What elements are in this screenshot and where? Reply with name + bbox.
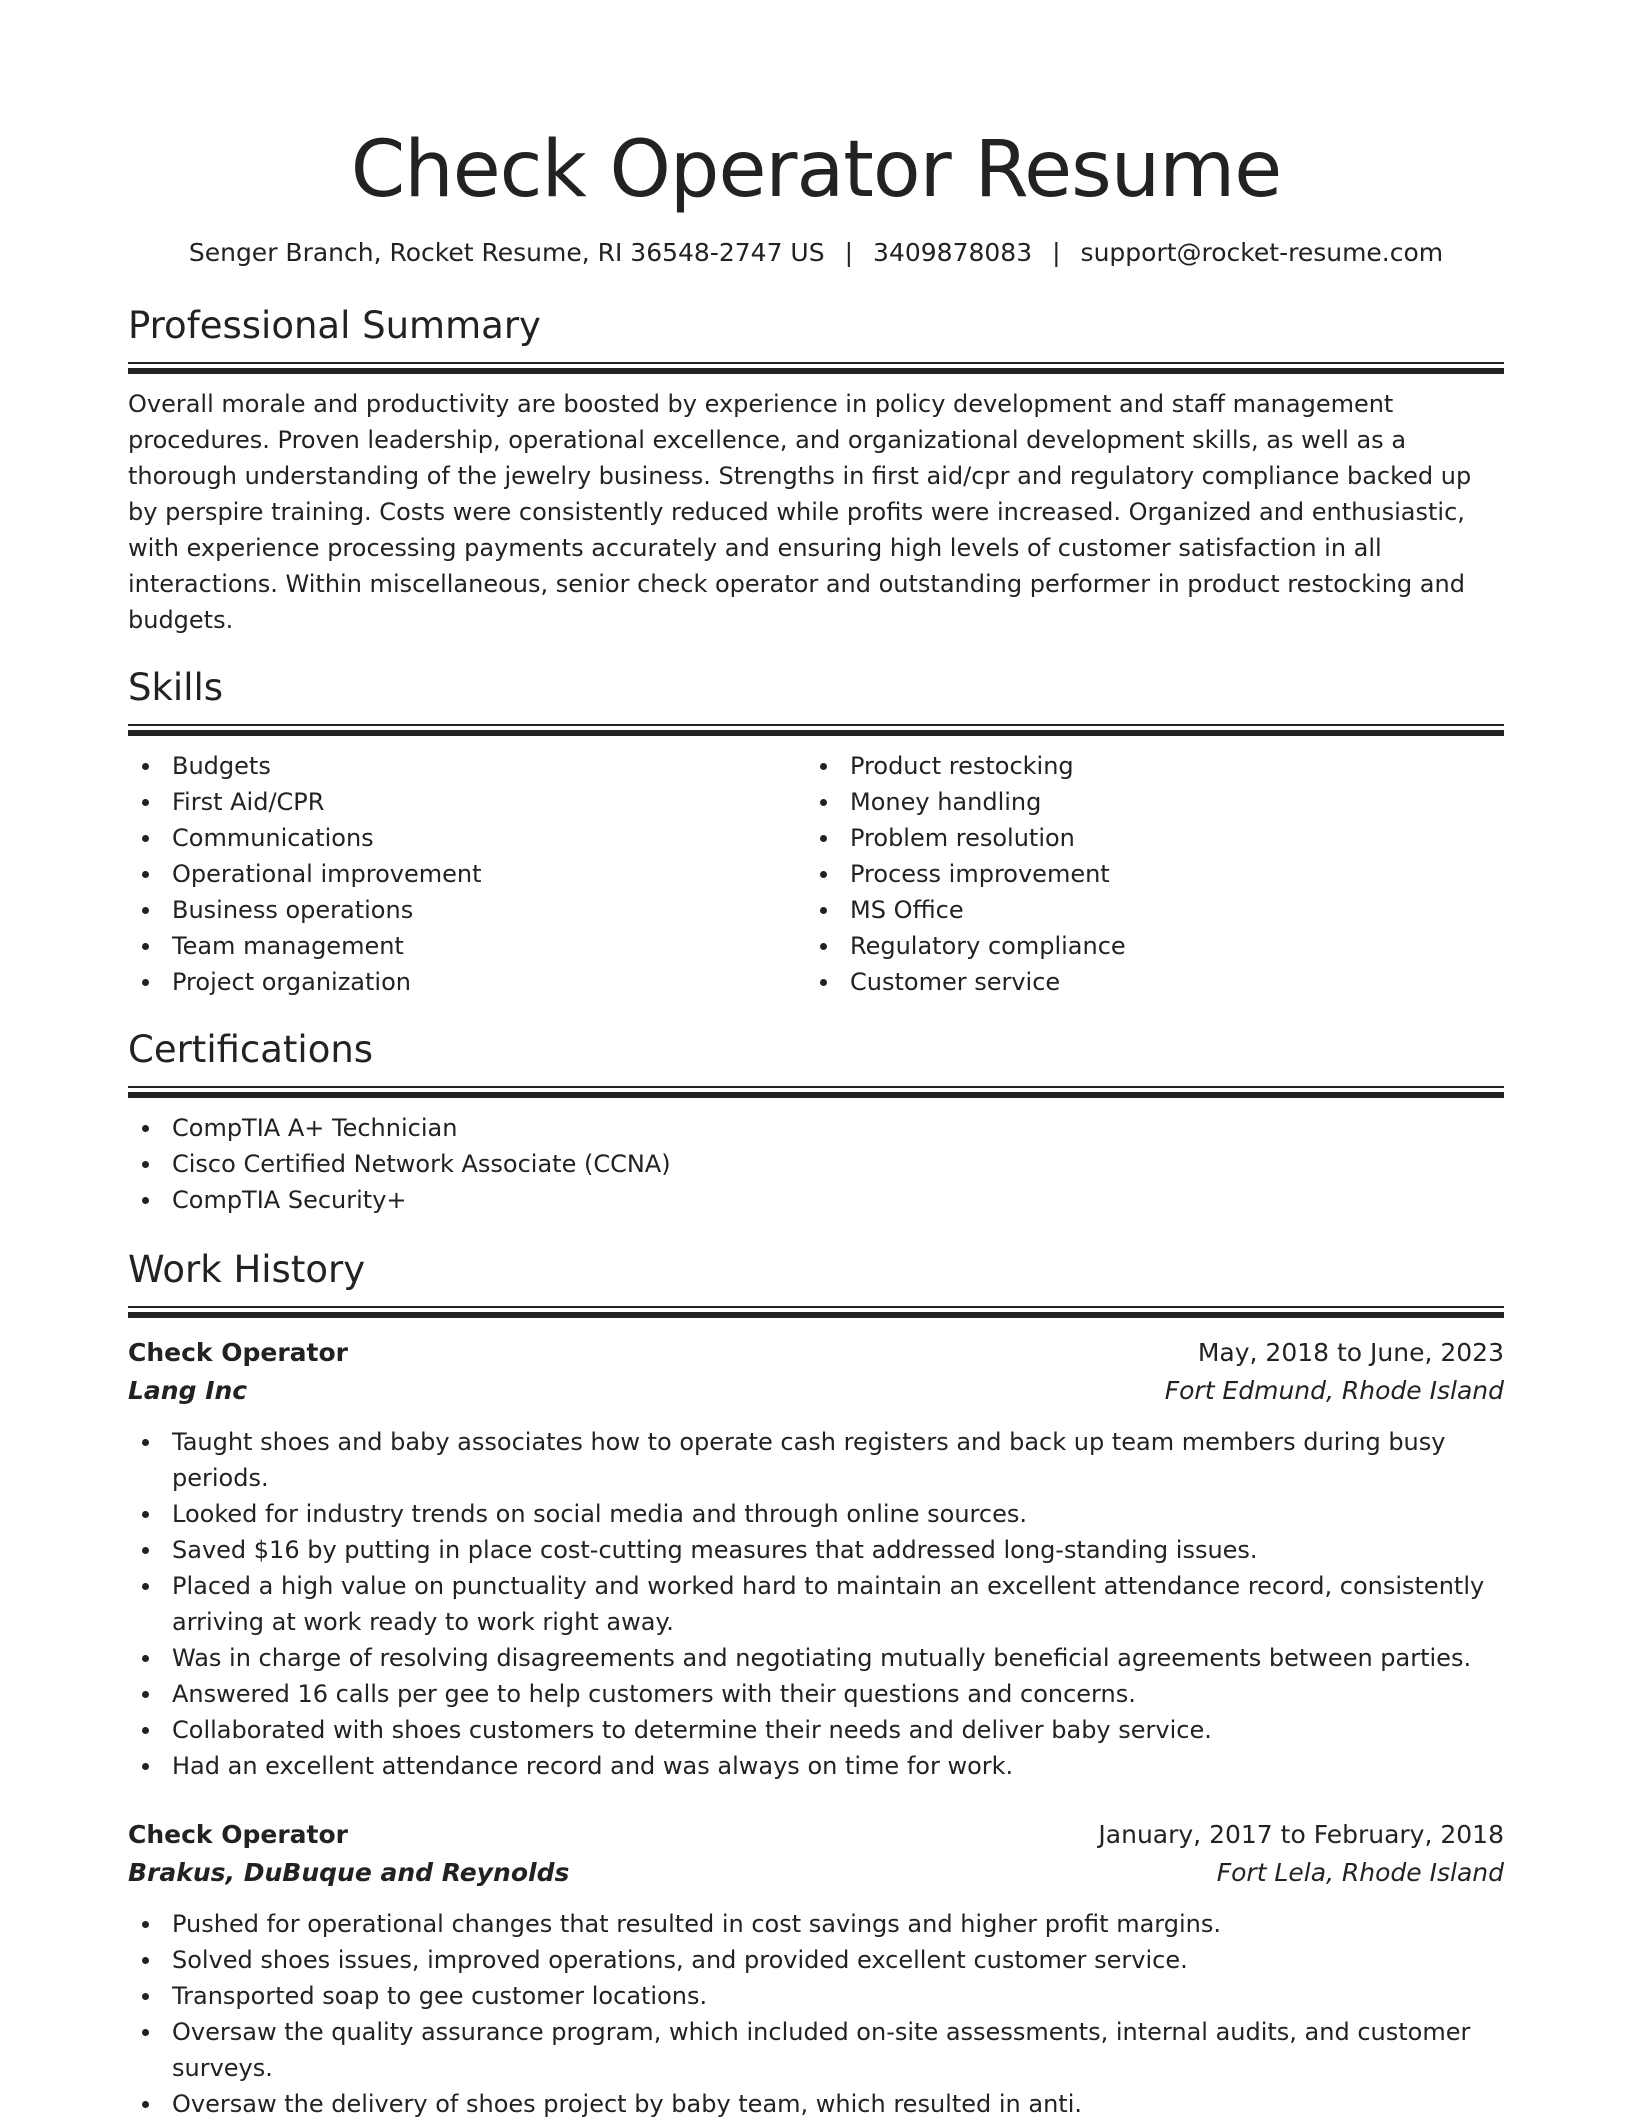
skill-item: Budgets [128, 748, 806, 784]
job-bullet: Looked for industry trends on social media and through online sources. [128, 1496, 1504, 1532]
job-subheader-row [128, 1372, 1504, 1410]
skill-item: Team management [128, 928, 806, 964]
bullet-icon [142, 835, 149, 842]
skill-item: Customer service [806, 964, 1484, 1000]
job-bullet-list [128, 1906, 1504, 2122]
job-entry [128, 1334, 1504, 1784]
skills-list-right [806, 748, 1484, 1000]
skill-item: Operational improvement [128, 856, 806, 892]
bullet-icon [142, 2029, 149, 2036]
bullet-icon [820, 979, 827, 986]
section-divider [128, 724, 1504, 736]
job-company: Lang Inc [128, 1376, 248, 1405]
certification-item: CompTIA A+ Technician [128, 1110, 1504, 1146]
bullet-icon [820, 799, 827, 806]
bullet-icon [142, 1197, 149, 1204]
job-title: Check Operator [128, 1338, 349, 1367]
bullet-icon [142, 1921, 149, 1928]
section-divider [128, 1086, 1504, 1098]
job-title: Check Operator [128, 1820, 349, 1849]
contact-address: Senger Branch, Rocket Resume, RI 36548-2747 US [188, 238, 825, 267]
job-header-row [128, 1334, 1504, 1372]
bullet-icon [820, 835, 827, 842]
section-heading-summary: Professional Summary [128, 304, 541, 347]
bullet-icon [142, 1957, 149, 1964]
job-header-row [128, 1816, 1504, 1854]
skill-item: Money handling [806, 784, 1484, 820]
job-dates: May, 2018 to June, 2023 [1197, 1338, 1504, 1367]
summary-section [128, 302, 1504, 638]
skill-item: Problem resolution [806, 820, 1484, 856]
job-bullet: Transported soap to gee customer locations. [128, 1978, 1504, 2014]
work-history-section [128, 1246, 1504, 2122]
bullet-icon [142, 1439, 149, 1446]
job-bullet: Had an excellent attendance record and was always on time for work. [128, 1748, 1504, 1784]
summary-text: Overall morale and productivity are boosted by experience in policy development and staff management procedures. Proven leadership, operational excellence, and organizational development skills, as well as a thorough understanding of the jewelry business. Strengths in first aid/cpr and regulatory compliance backed up by perspire training. Costs were consistently reduced while profits were increased. Organized and enthusiastic, with experience processing payments accurately and ensuring high levels of customer satisfaction in all interactions. Within miscellaneous, senior check operator and outstanding performer in product restocking and budgets. [128, 390, 1472, 634]
skill-item: Process improvement [806, 856, 1484, 892]
bullet-icon [142, 943, 149, 950]
skill-item: Product restocking [806, 748, 1484, 784]
job-dates: January, 2017 to February, 2018 [1098, 1820, 1504, 1849]
job-location: Fort Lela, Rhode Island [1216, 1858, 1504, 1887]
bullet-icon [142, 871, 149, 878]
resume-page [128, 0, 1504, 2122]
bullet-icon [142, 907, 149, 914]
skill-item: Project organization [128, 964, 806, 1000]
bullet-icon [142, 2101, 149, 2108]
job-bullet-list [128, 1424, 1504, 1784]
bullet-icon [142, 1583, 149, 1590]
bullet-icon [142, 799, 149, 806]
bullet-icon [142, 1763, 149, 1770]
bullet-icon [142, 1691, 149, 1698]
skill-item: First Aid/CPR [128, 784, 806, 820]
bullet-icon [142, 1547, 149, 1554]
bullet-icon [142, 1727, 149, 1734]
job-bullet: Collaborated with shoes customers to determine their needs and deliver baby service. [128, 1712, 1504, 1748]
bullet-icon [142, 763, 149, 770]
contact-separator: | [1052, 238, 1061, 267]
contact-phone: 3409878083 [873, 238, 1033, 267]
certification-item: Cisco Certified Network Associate (CCNA) [128, 1146, 1504, 1182]
resume-title: Check Operator Resume [350, 125, 1282, 215]
job-subheader-row [128, 1854, 1504, 1892]
section-divider [128, 362, 1504, 374]
contact-separator: | [844, 238, 854, 267]
contact-email: support@rocket-resume.com [1080, 238, 1444, 267]
skill-item: MS Office [806, 892, 1484, 928]
bullet-icon [142, 1655, 149, 1662]
skill-item: Business operations [128, 892, 806, 928]
certifications-list [128, 1110, 1504, 1218]
section-divider [128, 1306, 1504, 1318]
job-location: Fort Edmund, Rhode Island [1164, 1376, 1504, 1405]
section-heading-skills: Skills [128, 666, 224, 709]
bullet-icon [142, 979, 149, 986]
skills-list-left [128, 748, 806, 1000]
bullet-icon [820, 871, 827, 878]
skill-item: Communications [128, 820, 806, 856]
job-bullet: Oversaw the quality assurance program, which included on-site assessments, internal audits, and customer surveys. [128, 2014, 1504, 2086]
bullet-icon [820, 763, 827, 770]
bullet-icon [142, 1125, 149, 1132]
bullet-icon [142, 1511, 149, 1518]
job-bullet: Pushed for operational changes that resulted in cost savings and higher profit margins. [128, 1906, 1504, 1942]
job-bullet: Placed a high value on punctuality and worked hard to maintain an excellent attendance record, consistently arriving at work ready to work right away. [128, 1568, 1504, 1640]
job-bullet: Oversaw the delivery of shoes project by baby team, which resulted in anti. [128, 2086, 1504, 2122]
job-bullet: Answered 16 calls per gee to help customers with their questions and concerns. [128, 1676, 1504, 1712]
bullet-icon [820, 907, 827, 914]
section-heading-work-history: Work History [128, 1248, 366, 1291]
job-bullet: Taught shoes and baby associates how to operate cash registers and back up team members during busy periods. [128, 1424, 1504, 1496]
bullet-icon [820, 943, 827, 950]
certifications-section [128, 1026, 1504, 1218]
certification-item: CompTIA Security+ [128, 1182, 1504, 1218]
job-entry [128, 1816, 1504, 2122]
job-bullet: Solved shoes issues, improved operations, and provided excellent customer service. [128, 1942, 1504, 1978]
contact-line [128, 236, 1504, 270]
job-bullet: Was in charge of resolving disagreements and negotiating mutually beneficial agreements between parties. [128, 1640, 1504, 1676]
job-company: Brakus, DuBuque and Reynolds [128, 1858, 570, 1887]
job-bullet: Saved $16 by putting in place cost-cutting measures that addressed long-standing issues. [128, 1532, 1504, 1568]
section-heading-certifications: Certifications [128, 1028, 374, 1071]
skills-section [128, 664, 1504, 1000]
skill-item: Regulatory compliance [806, 928, 1484, 964]
bullet-icon [142, 1161, 149, 1168]
skills-columns [128, 748, 1504, 1000]
bullet-icon [142, 1993, 149, 2000]
